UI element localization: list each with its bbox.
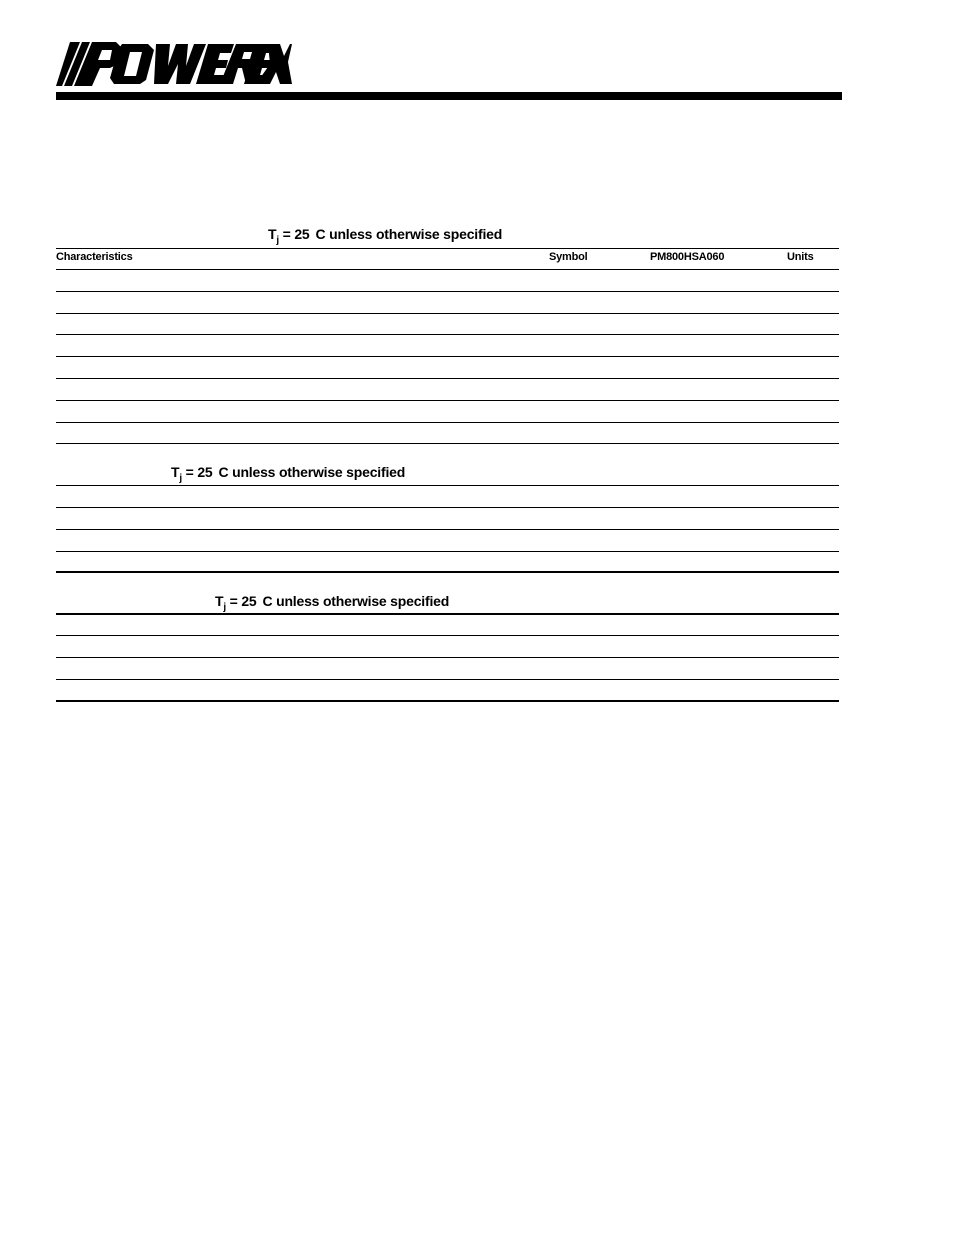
condition-equals: = 25 bbox=[185, 464, 213, 480]
powerex-logo-graphic bbox=[56, 40, 292, 88]
table-row-divider bbox=[56, 313, 839, 314]
header-rule bbox=[56, 92, 842, 100]
table-row-divider bbox=[56, 291, 839, 292]
table-top-rule bbox=[56, 248, 839, 249]
condition-symbol: T bbox=[215, 593, 224, 609]
condition-text: C unless otherwise specified bbox=[315, 226, 503, 242]
table-row-divider bbox=[56, 334, 839, 335]
table-row-divider bbox=[56, 356, 839, 357]
condition-symbol: T bbox=[268, 226, 277, 242]
table-row-divider bbox=[56, 443, 839, 444]
condition-equals: = 25 bbox=[229, 593, 257, 609]
condition-subscript: j bbox=[179, 473, 182, 484]
section-top-rule bbox=[56, 613, 839, 615]
table-row-divider bbox=[56, 679, 839, 680]
section-bottom-rule bbox=[56, 571, 839, 573]
powerex-logo bbox=[56, 40, 292, 88]
table-row-divider bbox=[56, 485, 839, 486]
table-row-divider bbox=[56, 529, 839, 530]
table-row-divider bbox=[56, 378, 839, 379]
table-row-divider bbox=[56, 635, 839, 636]
column-header-part-number: PM800HSA060 bbox=[650, 251, 725, 263]
table-row-divider bbox=[56, 551, 839, 552]
table-row-divider bbox=[56, 269, 839, 270]
column-header-units: Units bbox=[787, 251, 814, 263]
condition-subscript: j bbox=[223, 602, 226, 613]
table-row-divider bbox=[56, 400, 839, 401]
table-row-divider bbox=[56, 422, 839, 423]
column-header-characteristics: Characteristics bbox=[56, 251, 133, 263]
section-condition bbox=[171, 463, 406, 484]
section-condition bbox=[268, 225, 503, 246]
condition-text: C unless otherwise specified bbox=[218, 464, 406, 480]
table-bottom-rule bbox=[56, 700, 839, 702]
table-row-divider bbox=[56, 657, 839, 658]
table-row-divider bbox=[56, 507, 839, 508]
condition-subscript: j bbox=[276, 235, 279, 246]
condition-text: C unless otherwise specified bbox=[262, 593, 450, 609]
condition-equals: = 25 bbox=[282, 226, 310, 242]
section-condition bbox=[215, 592, 450, 613]
column-header-symbol: Symbol bbox=[549, 251, 588, 263]
condition-symbol: T bbox=[171, 464, 180, 480]
